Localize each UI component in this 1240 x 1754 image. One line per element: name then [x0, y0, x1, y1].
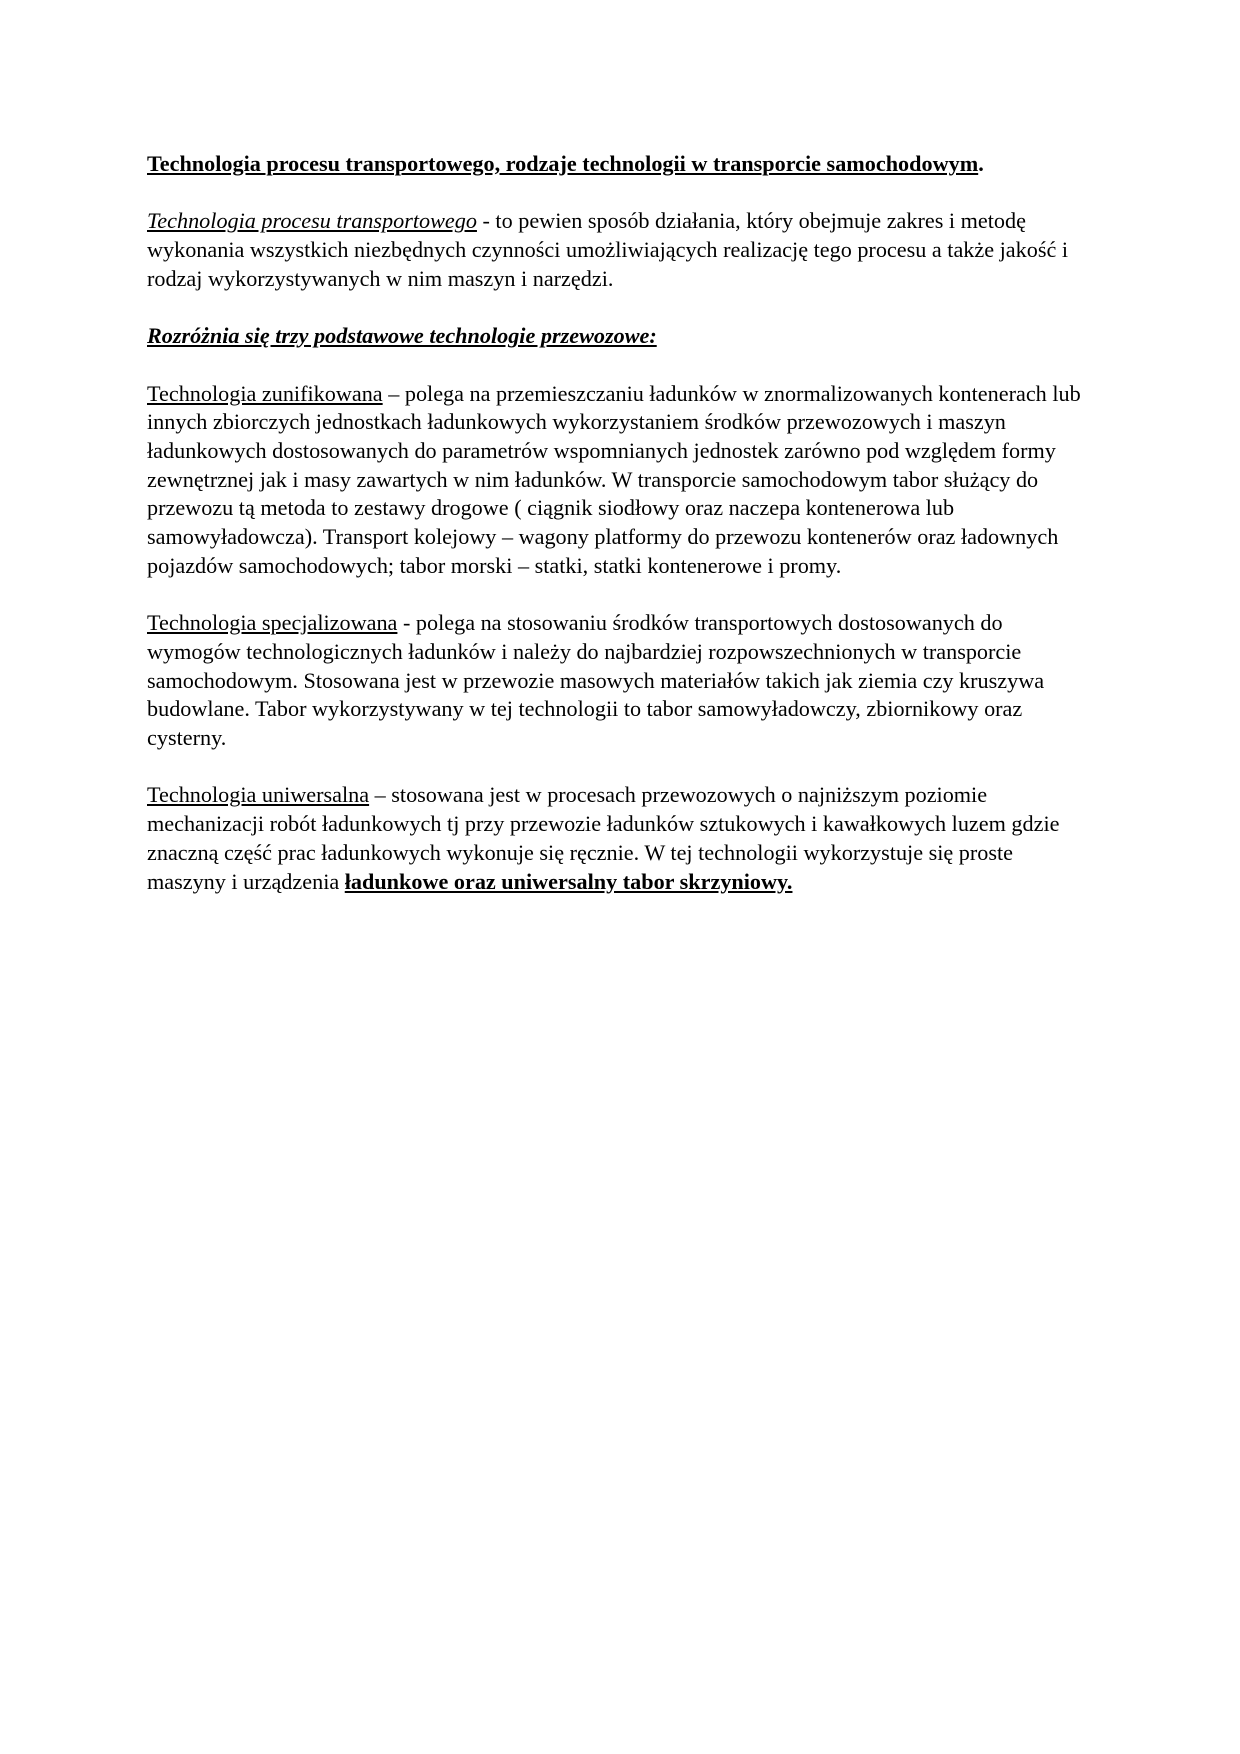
uniwersalna-paragraph	[147, 781, 1087, 896]
subheading	[147, 322, 1087, 351]
definition-paragraph	[147, 207, 1087, 293]
title-period: .	[978, 151, 984, 176]
specjalizowana-text: - polega na stosowaniu środków transportowych dostosowanych do wymogów technologicznych ładunków i należy do najbardziej rozpowszechnionych w transporcie samochodowym. Stosowana jest w przewozie masowych materiałów takich jak ziemia czy kruszywa budowlane. Tabor wykorzystywany w tej technologii to tabor samowyładowczy, zbiornikowy oraz cysterny.	[147, 610, 1045, 750]
zunifikowana-term: Technologia zunifikowana	[147, 380, 383, 406]
uniwersalna-text: – stosowana jest w procesach przewozowych o najniższym poziomie mechanizacji robót ładunkowych tj przy przewozie ładunków sztukowych i kawałkowych luzem gdzie znaczną część prac ładunkowych wykonuje się ręcznie. W tej technologii wykorzystuje się proste maszyny i urządzenia	[147, 782, 1060, 894]
specjalizowana-term: Technologia specjalizowana	[147, 610, 398, 636]
uniwersalna-emphasis: ładunkowe oraz uniwersalny tabor skrzyniowy.	[344, 868, 793, 894]
zunifikowana-text: – polega na przemieszczaniu ładunków w znormalizowanych kontenerach lub innych zbiorczych jednostkach ładunkowych wykorzystaniem środków przewozowych i maszyn ładunkowych dostosowanych do parametrów wspomnianych jednostek zarówno pod względem formy zewnętrznej jak i masy zawartych w nim ładunków. W transporcie samochodowym tabor służący do przewozu tą metoda to zestawy drogowe ( ciągnik siodłowy oraz naczepa kontenerowa lub samowyładowcza). Transport kolejowy – wagony platformy do przewozu kontenerów oraz ładownych pojazdów samochodowych; tabor morski – statki, statki kontenerowe i promy.	[147, 380, 1081, 578]
uniwersalna-term: Technologia uniwersalna	[147, 782, 370, 808]
definition-text: - to pewien sposób działania, który obejmuje zakres i metodę wykonania wszystkich niezbędnych czynności umożliwiających realizację tego procesu a także jakość i rodzaj wykorzystywanych w nim maszyn i narzędzi.	[147, 208, 1069, 291]
subheading-text: Rozróżnia się trzy podstawowe technologie przewozowe:	[147, 323, 657, 349]
definition-term: Technologia procesu transportowego	[147, 208, 477, 234]
title-text: Technologia procesu transportowego, rodzaje technologii w transporcie samochodowym	[147, 151, 979, 176]
document-page	[147, 150, 1087, 896]
specjalizowana-paragraph	[147, 609, 1087, 753]
zunifikowana-paragraph	[147, 380, 1087, 581]
document-title	[147, 150, 1087, 179]
